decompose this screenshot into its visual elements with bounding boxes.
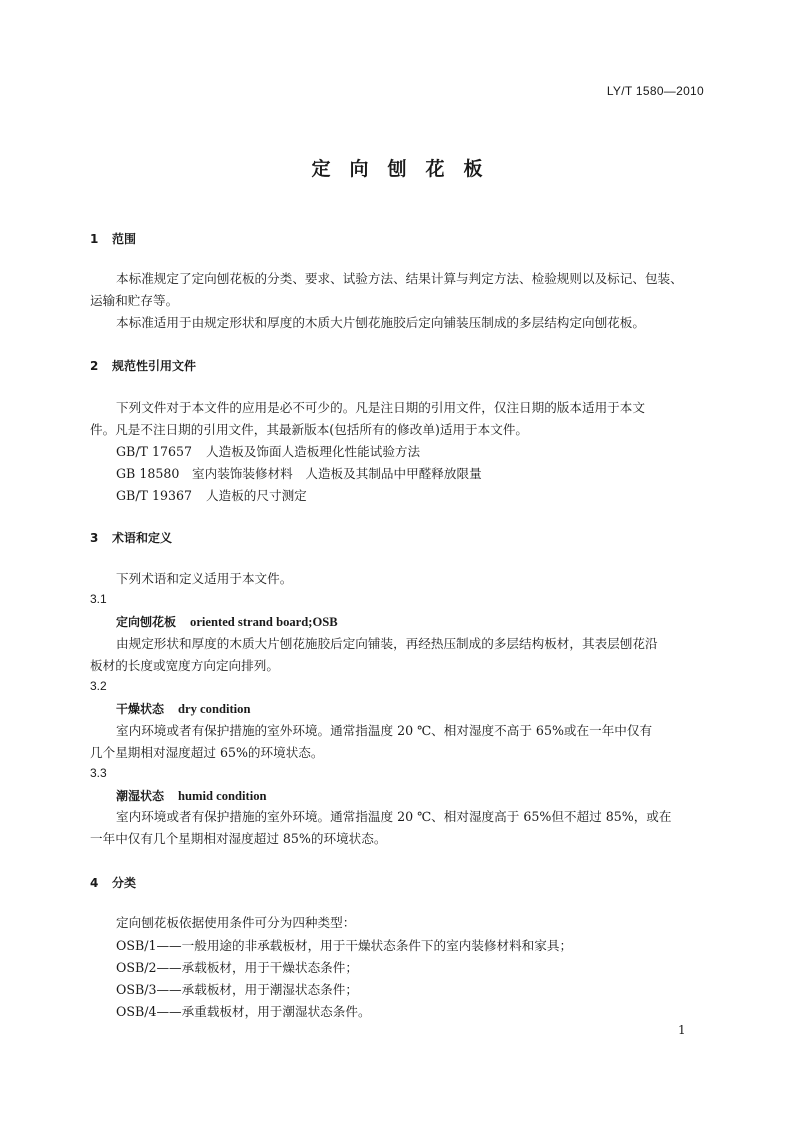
section-1-heading xyxy=(90,230,136,247)
reference-title: 人造板的尺寸测定 xyxy=(206,488,307,503)
clause-number: 3.2 xyxy=(90,679,107,693)
normative-reference xyxy=(116,463,482,484)
reference-code: GB 18580 xyxy=(116,466,180,481)
term-definition-line-1: 室内环境或者有保护措施的室外环境。通常指温度 20 ℃、相对湿度高于 65%但不超过 85%，或在 xyxy=(116,809,672,824)
normative-reference xyxy=(116,485,307,506)
term-definition-line-1: 室内环境或者有保护措施的室外环境。通常指温度 20 ℃、相对湿度不高于 65%或在一年中仅有 xyxy=(116,723,653,738)
reference-code: GB/T 17657 xyxy=(116,444,193,459)
term-definition-line-2: 几个星期相对湿度超过 65%的环境状态。 xyxy=(90,745,324,760)
s1-paragraph-2: 本标准适用于由规定形状和厚度的木质大片刨花施胶后定向铺装压制成的多层结构定向刨花板。 xyxy=(116,315,645,330)
section-title: 术语和定义 xyxy=(112,531,173,545)
clause-number: 3.3 xyxy=(90,766,107,780)
section-number: 1 xyxy=(90,232,99,246)
s4-intro: 定向刨花板依据使用条件可分为四种类型： xyxy=(116,915,356,930)
term-definition-line-2: 一年中仅有几个星期相对湿度超过 85%的环境状态。 xyxy=(90,831,387,846)
term-definition-line-1: 由规定形状和厚度的木质大片刨花施胶后定向铺装，再经热压制成的多层结构板材，其表层刨花沿 xyxy=(116,636,658,651)
term-zh: 定向刨花板 xyxy=(116,615,177,629)
section-number: 2 xyxy=(90,359,99,373)
section-3-heading xyxy=(90,529,172,546)
s2-paragraph-line-2: 件。凡是不注日期的引用文件，其最新版本(包括所有的修改单)适用于本文件。 xyxy=(90,422,529,437)
s1-paragraph-1-line-2: 运输和贮存等。 xyxy=(90,293,179,308)
page-number: 1 xyxy=(678,1023,686,1037)
term-zh: 潮湿状态 xyxy=(116,789,165,803)
osb-type-item: OSB/3——承载板材，用于潮湿状态条件； xyxy=(116,982,358,997)
reference-code: GB/T 19367 xyxy=(116,488,193,503)
term-en: oriented strand board;OSB xyxy=(190,615,338,629)
term-en: dry condition xyxy=(178,702,251,716)
s1-paragraph-1-line-1: 本标准规定了定向刨花板的分类、要求、试验方法、结果计算与判定方法、检验规则以及标记、包装、 xyxy=(116,271,683,286)
section-title: 规范性引用文件 xyxy=(112,359,197,373)
reference-title: 室内装饰装修材料 人造板及其制品中甲醛释放限量 xyxy=(192,466,482,481)
document-title: 定向刨花板 xyxy=(311,158,502,180)
section-title: 范围 xyxy=(112,232,137,246)
term-zh: 干燥状态 xyxy=(116,702,165,716)
section-title: 分类 xyxy=(112,876,137,890)
s2-paragraph-line-1: 下列文件对于本文件的应用是必不可少的。凡是注日期的引用文件，仅注日期的版本适用于本文 xyxy=(116,400,645,415)
term-heading xyxy=(116,700,250,717)
section-number: 4 xyxy=(90,876,99,890)
reference-title: 人造板及饰面人造板理化性能试验方法 xyxy=(206,444,421,459)
clause-number: 3.1 xyxy=(90,592,107,606)
normative-reference xyxy=(116,441,420,462)
standard-code: LY/T 1580—2010 xyxy=(606,84,704,98)
term-heading xyxy=(116,787,267,804)
term-en: humid condition xyxy=(178,789,267,803)
osb-type-item: OSB/1——一般用途的非承载板材，用于干燥状态条件下的室内装修材料和家具； xyxy=(116,938,573,953)
section-2-heading xyxy=(90,357,196,374)
section-number: 3 xyxy=(90,531,99,545)
term-definition-line-2: 板材的长度或宽度方向定向排列。 xyxy=(90,658,279,673)
section-4-heading xyxy=(90,874,136,891)
s3-intro: 下列术语和定义适用于本文件。 xyxy=(116,571,293,586)
osb-type-item: OSB/2——承载板材，用于干燥状态条件； xyxy=(116,960,358,975)
osb-type-item: OSB/4——承重载板材，用于潮湿状态条件。 xyxy=(116,1004,371,1019)
term-heading xyxy=(116,613,338,630)
